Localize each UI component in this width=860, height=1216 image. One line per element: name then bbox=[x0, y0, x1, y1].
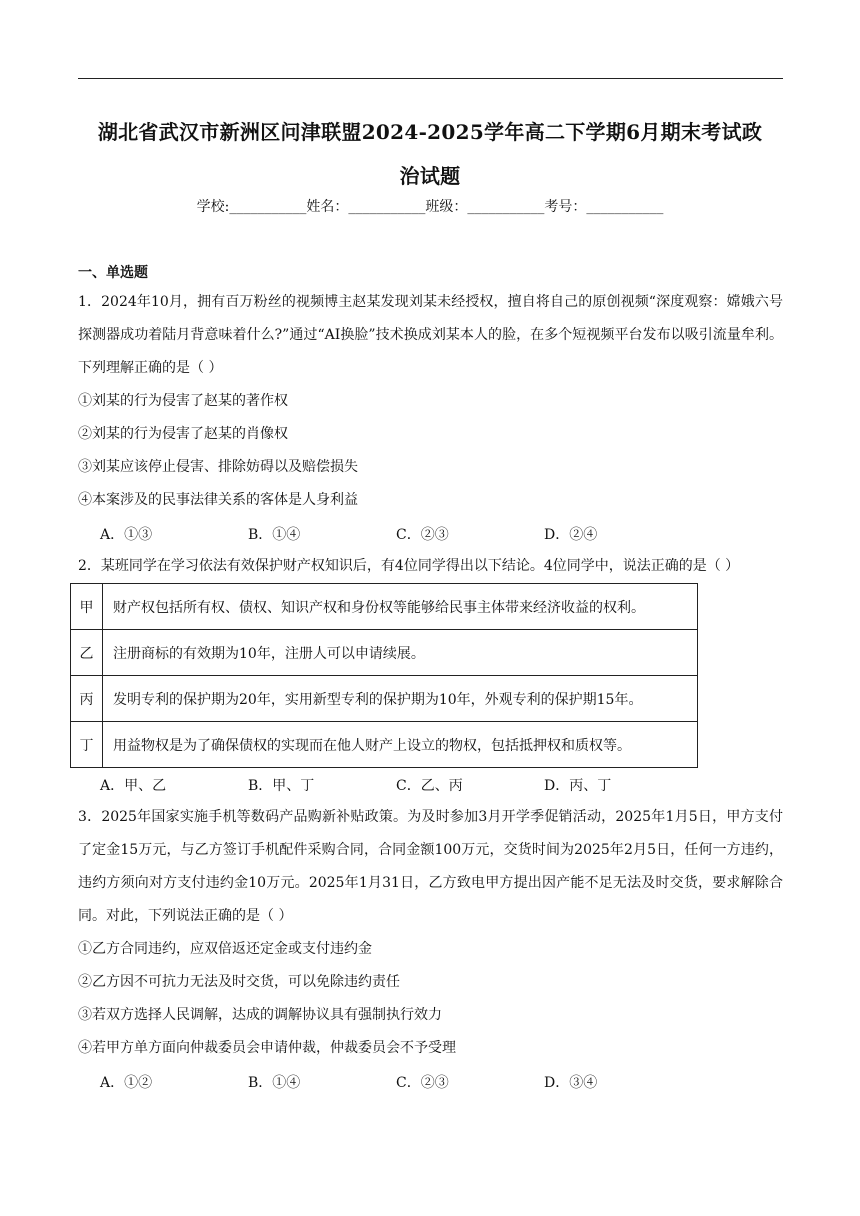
option-d[interactable]: D．③④ bbox=[544, 1074, 598, 1091]
statement-4: ④本案涉及的民事法律关系的客体是人身利益 bbox=[78, 492, 358, 508]
row-label: 丙 bbox=[71, 676, 103, 722]
question-3 bbox=[78, 801, 783, 1098]
table-row bbox=[71, 722, 698, 768]
option-b[interactable]: B．①④ bbox=[248, 1074, 301, 1091]
title-line-2: 治试题 bbox=[399, 164, 461, 188]
row-label: 甲 bbox=[71, 584, 103, 630]
row-label: 乙 bbox=[71, 630, 103, 676]
statement-1: ①乙方合同违约，应双倍返还定金或支付违约金 bbox=[78, 941, 372, 957]
option-c[interactable]: C．乙、丙 bbox=[396, 777, 463, 794]
row-text: 财产权包括所有权、债权、知识产权和身份权等能够给民事主体带来经济收益的权利。 bbox=[103, 584, 698, 630]
row-text: 发明专利的保护期为20年，实用新型专利的保护期为10年，外观专利的保护期15年。 bbox=[103, 676, 698, 722]
section-title: 一、单选题 bbox=[78, 265, 148, 281]
statement-4: ④若甲方单方面向仲裁委员会申请仲裁，仲裁委员会不予受理 bbox=[78, 1040, 456, 1056]
row-text: 用益物权是为了确保债权的实现而在他人财产上设立的物权，包括抵押权和质权等。 bbox=[103, 722, 698, 768]
table-row bbox=[71, 584, 698, 630]
option-b[interactable]: B．①④ bbox=[248, 526, 301, 543]
option-c[interactable]: C．②③ bbox=[396, 1074, 449, 1091]
answer-options bbox=[78, 517, 783, 550]
statement-2: ②乙方因不可抗力无法及时交货，可以免除违约责任 bbox=[78, 974, 400, 990]
option-d[interactable]: D．丙、丁 bbox=[544, 777, 612, 794]
statement-1: ①刘某的行为侵害了赵某的著作权 bbox=[78, 393, 288, 409]
option-a[interactable]: A．甲、乙 bbox=[100, 777, 167, 794]
question-2 bbox=[78, 550, 783, 801]
option-d[interactable]: D．②④ bbox=[544, 526, 598, 543]
option-a[interactable]: A．①③ bbox=[100, 526, 153, 543]
answer-options bbox=[78, 1065, 783, 1098]
statement-3: ③若双方选择人民调解，达成的调解协议具有强制执行效力 bbox=[78, 1007, 442, 1023]
option-c[interactable]: C．②③ bbox=[396, 526, 449, 543]
table-row bbox=[71, 676, 698, 722]
exam-content bbox=[78, 262, 783, 1098]
title-line-1: 湖北省武汉市新洲区问津联盟2024-2025学年高二下学期6月期末考试政 bbox=[97, 120, 763, 144]
statements-table bbox=[70, 583, 698, 768]
row-label: 丁 bbox=[71, 722, 103, 768]
option-b[interactable]: B．甲、丁 bbox=[248, 777, 315, 794]
top-rule bbox=[78, 78, 783, 79]
question-1 bbox=[78, 286, 783, 550]
option-a[interactable]: A．①② bbox=[100, 1074, 153, 1091]
answer-options bbox=[78, 768, 783, 801]
statement-2: ②刘某的行为侵害了赵某的肖像权 bbox=[78, 426, 288, 442]
question-stem: 1．2024年10月，拥有百万粉丝的视频博主赵某发现刘某未经授权，擅自将自己的原创视频“深度观察：嫦娥六号探测器成功着陆月背意味着什么?”通过“AI换脸”技术换成刘某本人的脸，在多个短视频平台发布以吸引流量牟利。下列理解正确的是（ ） bbox=[78, 294, 783, 376]
statement-3: ③刘某应该停止侵害、排除妨碍以及赔偿损失 bbox=[78, 459, 358, 475]
row-text: 注册商标的有效期为10年，注册人可以申请续展。 bbox=[103, 630, 698, 676]
exam-title bbox=[70, 110, 790, 198]
table-row bbox=[71, 630, 698, 676]
question-stem: 3．2025年国家实施手机等数码产品购新补贴政策。为及时参加3月开学季促销活动，2025年1月5日，甲方支付了定金15万元，与乙方签订手机配件采购合同，合同金额100万元，交货时间为2025年2月5日，任何一方违约，违约方须向对方支付违约金10万元。2025年1月31日，乙方致电甲方提出因产能不足无法及时交货，要求解除合同。对此，下列说法正确的是（ ） bbox=[78, 809, 783, 924]
question-stem: 2．某班同学在学习依法有效保护财产权知识后，有4位同学得出以下结论。4位同学中，说法正确的是（ ） bbox=[78, 558, 740, 574]
student-info-line: 学校:___________姓名：___________班级：___________考号：___________ bbox=[196, 199, 664, 215]
